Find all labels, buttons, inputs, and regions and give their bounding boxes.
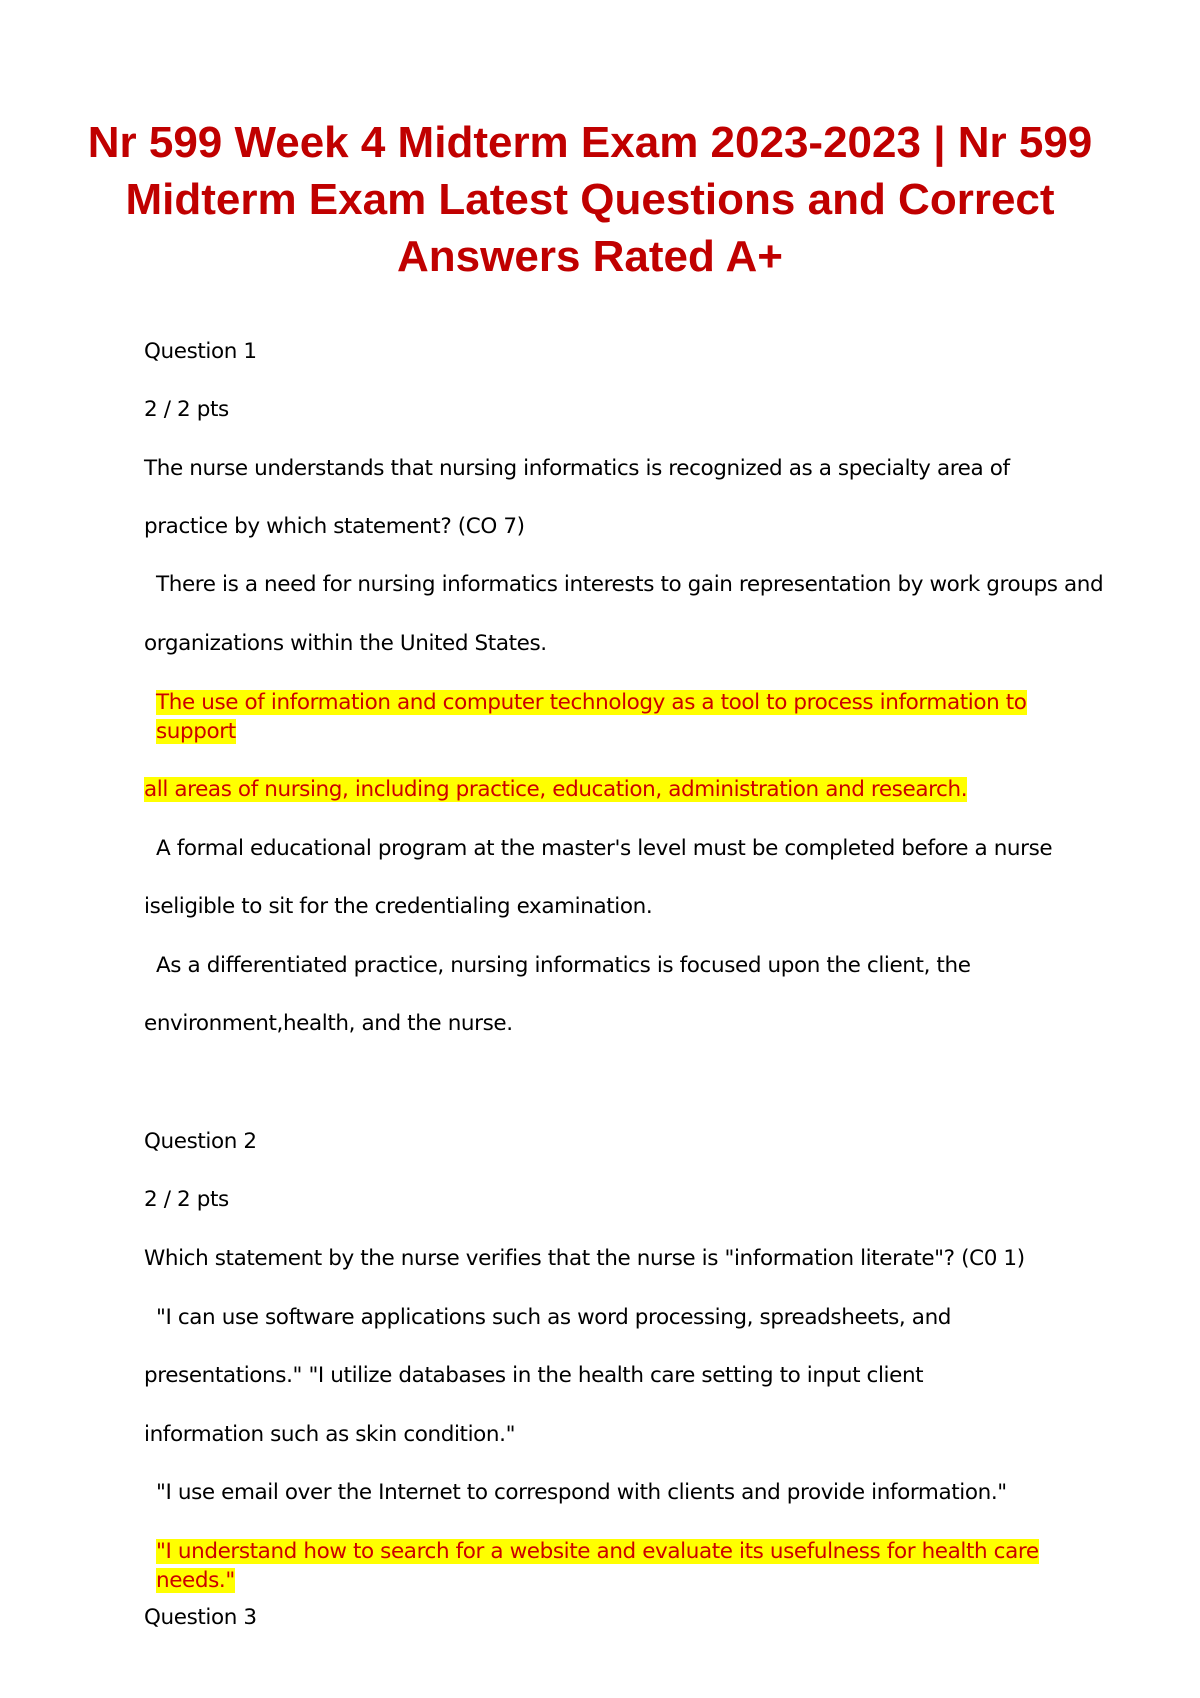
question-2-prompt: Which statement by the nurse verifies that the nurse is "information literate"? (C0 1) — [144, 1246, 1025, 1271]
question-1-option-3-line-2: iseligible to sit for the credentialing examination. — [144, 894, 653, 919]
question-1-correct-answer-line-2 — [156, 719, 236, 745]
question-1-label: Question 1 — [144, 339, 257, 364]
question-2-correct-answer-line-2 — [156, 1568, 235, 1594]
question-1-option-1-line-1: There is a need for nursing informatics interests to gain representation by work groups and — [156, 572, 1104, 597]
question-2-label: Question 2 — [144, 1129, 257, 1154]
answer-highlight: support — [156, 719, 236, 744]
question-2-option-1-line-2: presentations." "I utilize databases in the health care setting to input client — [144, 1363, 924, 1388]
question-2-points: 2 / 2 pts — [144, 1187, 229, 1212]
question-1-prompt-line-1: The nurse understands that nursing informatics is recognized as a specialty area of — [144, 456, 1010, 481]
page-title: Nr 599 Week 4 Midterm Exam 2023-2023 | Nr 599 Midterm Exam Latest Questions and Correct Answers Rated A+ — [87, 118, 1093, 281]
answer-highlight: "I understand how to search for a website and evaluate its usefulness for health care — [156, 1539, 1039, 1564]
question-2-correct-answer-line-1 — [156, 1539, 1039, 1565]
question-1-option-1-line-2: organizations within the United States. — [144, 631, 547, 656]
answer-highlight: all areas of nursing, including practice, education, administration and research. — [144, 777, 968, 802]
question-1-correct-answer-line-3 — [144, 777, 967, 803]
answer-highlight: The use of information and computer technology as a tool to process information to — [156, 690, 1027, 715]
question-1-option-4-line-1: As a differentiated practice, nursing informatics is focused upon the client, the — [156, 953, 971, 978]
question-2-option-1-line-1: "I can use software applications such as word processing, spreadsheets, and — [156, 1305, 952, 1330]
question-3-label: Question 3 — [144, 1605, 257, 1630]
question-1-points: 2 / 2 pts — [144, 397, 229, 422]
answer-highlight: needs." — [156, 1568, 235, 1593]
question-1-option-3-line-1: A formal educational program at the master's level must be completed before a nurse — [156, 836, 1053, 861]
question-1-option-4-line-2: environment,health, and the nurse. — [144, 1011, 513, 1036]
question-2-option-1-line-3: information such as skin condition." — [144, 1422, 516, 1447]
question-1-correct-answer-line-1 — [156, 690, 1027, 716]
question-2-option-2: "I use email over the Internet to correspond with clients and provide information." — [156, 1480, 1007, 1505]
question-1-prompt-line-2: practice by which statement? (CO 7) — [144, 514, 525, 539]
